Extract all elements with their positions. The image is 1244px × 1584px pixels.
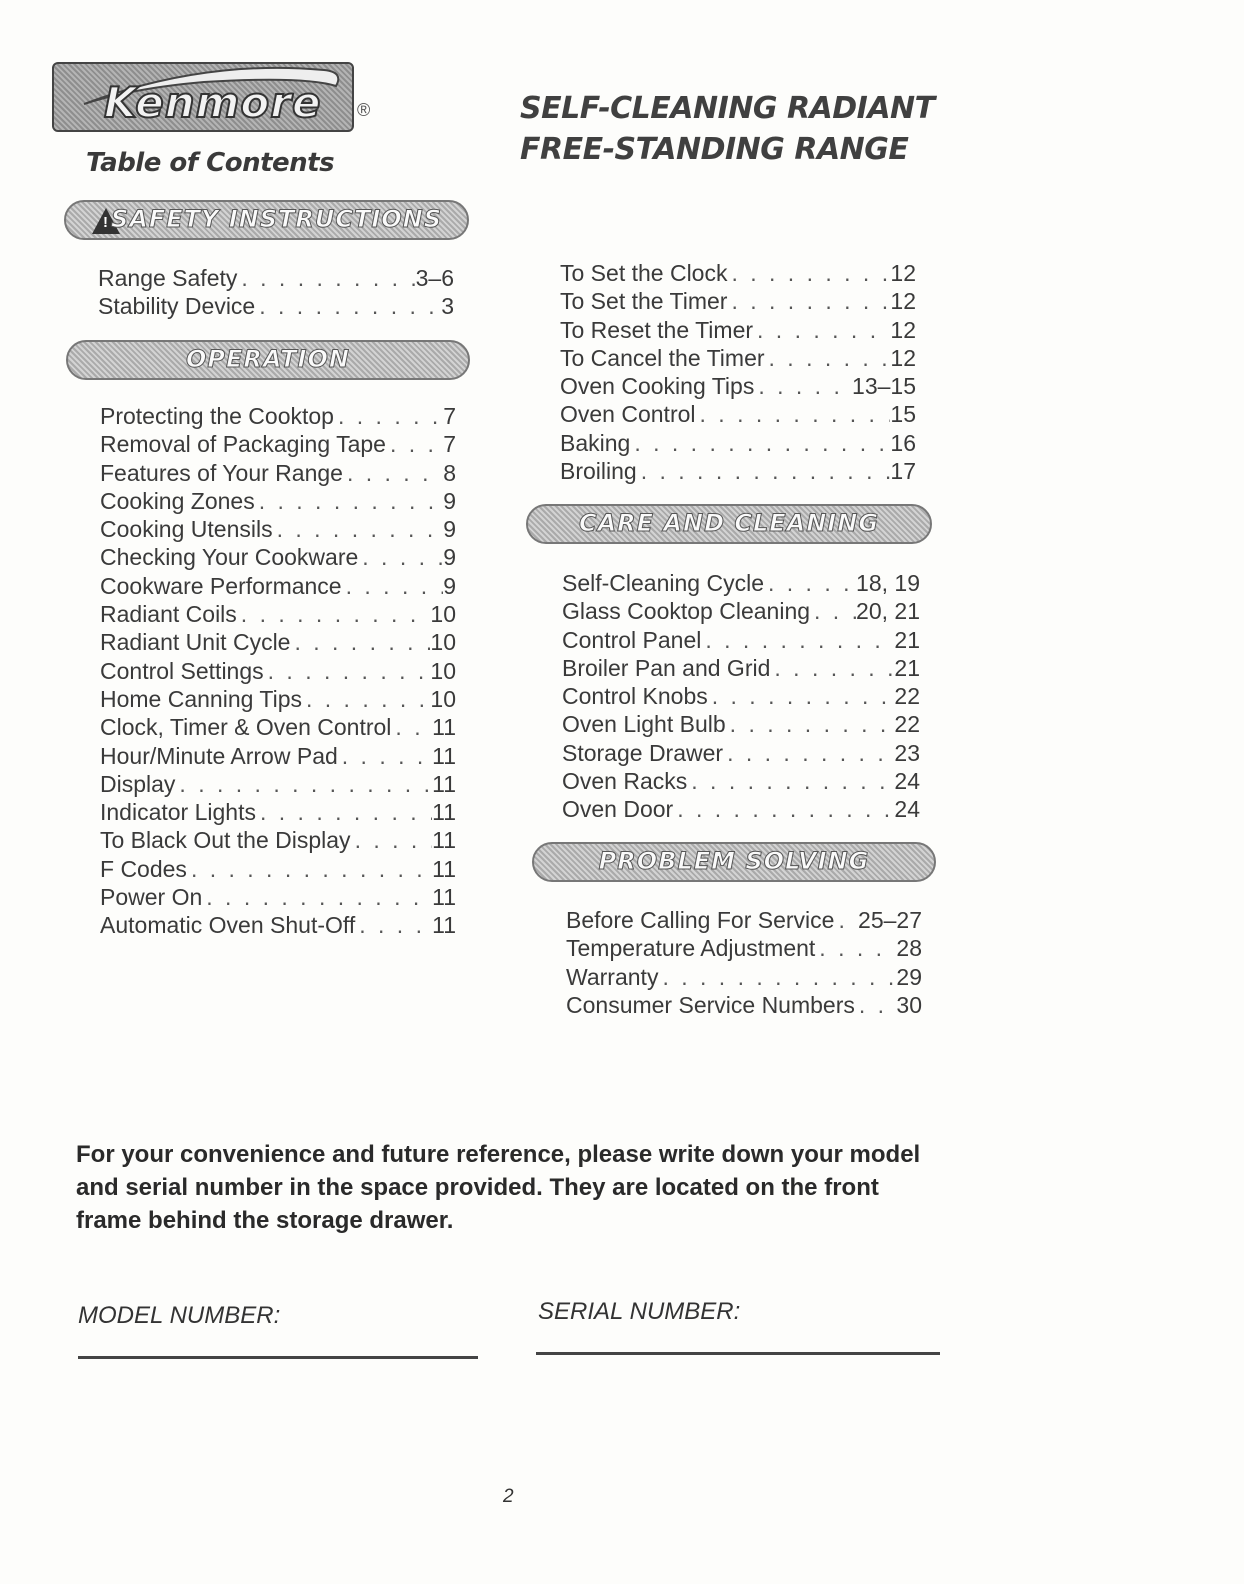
toc-leader-dots: [834, 906, 858, 934]
toc-entry-title: Oven Cooking Tips: [560, 373, 755, 400]
toc-entry-title: Before Calling For Service: [566, 907, 835, 933]
toc-entry: [562, 682, 920, 710]
toc-entry-page: 22: [894, 683, 920, 710]
toc-entry: [560, 429, 916, 457]
toc-entry-title: Oven Control: [560, 401, 696, 428]
toc-entry-title: Display: [100, 770, 176, 797]
toc-entry: [100, 459, 456, 487]
toc-leader-dots: [264, 657, 431, 685]
toc-entry-page: 21: [894, 654, 920, 681]
toc-leader-dots: [696, 400, 891, 428]
toc-entry-title: Control Knobs: [562, 683, 708, 710]
toc-entry-page: 11: [432, 742, 456, 769]
toc-entry-page: 9: [443, 516, 456, 543]
toc-leader-dots: [391, 713, 432, 741]
banner-care-and-cleaning: [526, 504, 932, 544]
toc-entry: [562, 739, 920, 767]
toc-entry: [562, 767, 920, 795]
model-number-label: MODEL NUMBER:: [78, 1302, 281, 1329]
toc-entry-page: 12: [890, 288, 916, 315]
toc-entry-page: 11: [432, 884, 456, 911]
toc-entry: [566, 963, 922, 991]
toc-entry: [100, 798, 456, 826]
toc-entry-page: 24: [894, 768, 920, 795]
page-title-line-2: FREE-STANDING RANGE: [520, 132, 909, 167]
toc-leader-dots: [723, 739, 894, 767]
toc-entry-title: Oven Door: [562, 796, 674, 823]
toc-entry-title: Storage Drawer: [562, 739, 724, 766]
toc-entry-page: 11: [432, 714, 456, 741]
toc-leader-dots: [358, 543, 443, 571]
toc-entry-title: Clock, Timer & Oven Control: [100, 714, 392, 741]
toc-entry: [560, 316, 916, 344]
warning-icon: !: [92, 208, 120, 234]
banner-label: SAFETY INSTRUCTIONS: [110, 205, 443, 233]
kenmore-logo: [52, 62, 354, 132]
toc-entry-title: Control Panel: [562, 626, 702, 653]
toc-entry-page: 3: [441, 293, 454, 320]
toc-leader-dots: [355, 911, 432, 939]
toc-entry-title: F Codes: [100, 855, 187, 882]
toc-entry: [100, 543, 456, 571]
toc-leader-dots: [351, 826, 433, 854]
toc-entry-title: Protecting the Cooktop: [100, 403, 334, 429]
toc-leader-dots: [256, 798, 432, 826]
toc-entry: [566, 934, 922, 962]
toc-leader-dots: [687, 767, 894, 795]
toc-entry: [100, 883, 456, 911]
toc-entry-title: Features of Your Range: [100, 459, 343, 486]
toc-entry-page: 28: [896, 935, 922, 962]
toc-entry-page: 8: [443, 459, 456, 486]
toc-entry-page: 9: [443, 487, 456, 514]
toc-leader-dots: [302, 685, 430, 713]
toc-entry-title: Indicator Lights: [100, 799, 256, 826]
toc-leader-dots: [187, 855, 432, 883]
toc-entry: [100, 657, 456, 685]
toc-leader-dots: [765, 344, 891, 372]
toc-entry-page: 9: [443, 544, 456, 571]
toc-entry-title: To Black Out the Display: [100, 827, 351, 854]
toc-entry-page: 10: [430, 685, 456, 712]
toc-entry: [100, 515, 456, 543]
toc-entry-title: Consumer Service Numbers: [566, 991, 855, 1018]
toc-entry: [560, 372, 916, 400]
page-title-line-1: SELF-CLEANING RADIANT: [520, 91, 935, 126]
toc-leader-dots: [764, 569, 856, 597]
toc-entry: [562, 597, 920, 625]
toc-entry-title: To Set the Clock: [560, 260, 728, 286]
toc-entry: [562, 626, 920, 654]
toc-entry-page: 12: [890, 344, 916, 371]
toc-entry: [562, 569, 920, 597]
toc-entry-title: Stability Device: [98, 293, 256, 320]
toc-entry-page: 9: [443, 572, 456, 599]
toc-entry: [560, 287, 916, 315]
toc-entry-title: Glass Cooktop Cleaning: [562, 598, 811, 625]
toc-leader-dots: [255, 487, 444, 515]
banner-safety-instructions: [64, 200, 469, 240]
toc-entry-title: Warranty: [566, 963, 659, 990]
toc-entry-title: Cooking Zones: [100, 487, 255, 514]
toc-entry-page: 29: [896, 963, 922, 990]
toc-entry-title: Removal of Packaging Tape: [100, 431, 386, 458]
toc-entry-title: Checking Your Cookware: [100, 544, 359, 571]
toc-entry-page: 30: [896, 991, 922, 1018]
toc-entry: [560, 259, 916, 287]
toc-entry: [562, 654, 920, 682]
toc-entry: [100, 628, 456, 656]
toc-entry-page: 22: [894, 711, 920, 738]
toc-leader-dots: [202, 883, 432, 911]
toc-entry: [562, 795, 920, 823]
toc-leader-dots: [255, 292, 441, 320]
toc-list-safety: [98, 264, 454, 321]
toc-entry-page: 11: [432, 770, 456, 797]
toc-leader-dots: [855, 991, 897, 1019]
toc-entry: [100, 911, 456, 939]
toc-list-care-and-cleaning: [562, 569, 920, 824]
toc-entry-title: Broiling: [560, 458, 637, 485]
toc-entry: [100, 572, 456, 600]
page-number: 2: [503, 1486, 514, 1507]
toc-leader-dots: [338, 742, 432, 770]
page-title: [520, 88, 980, 170]
toc-leader-dots: [754, 372, 852, 400]
toc-leader-dots: [658, 963, 896, 991]
toc-entry-page: 7: [443, 431, 456, 458]
toc-entry-page: 11: [432, 855, 456, 882]
toc-list-operation-continued: [560, 259, 916, 485]
toc-entry-title: Broiler Pan and Grid: [562, 654, 771, 681]
toc-leader-dots: [386, 430, 443, 458]
toc-entry: [100, 685, 456, 713]
toc-entry-page: 10: [430, 601, 456, 628]
toc-entry-page: 3–6: [415, 265, 454, 291]
toc-entry-title: Radiant Unit Cycle: [100, 629, 291, 656]
toc-leader-dots: [727, 259, 890, 287]
toc-entry-title: Self-Cleaning Cycle: [562, 570, 764, 596]
toc-entry: [560, 344, 916, 372]
toc-entry-page: 11: [432, 799, 456, 826]
toc-leader-dots: [701, 626, 894, 654]
toc-entry-page: 25–27: [858, 907, 922, 933]
toc-entry: [100, 855, 456, 883]
toc-entry: [100, 402, 456, 430]
toc-entry: [100, 487, 456, 515]
toc-entry: [100, 770, 456, 798]
toc-leader-dots: [770, 654, 894, 682]
model-number-line[interactable]: [78, 1356, 478, 1359]
serial-number-line[interactable]: [536, 1352, 940, 1355]
toc-entry-title: Cooking Utensils: [100, 516, 273, 543]
toc-list-operation: [100, 402, 456, 940]
toc-leader-dots: [726, 710, 895, 738]
toc-entry-title: Hour/Minute Arrow Pad: [100, 742, 338, 769]
toc-entry-title: Oven Racks: [562, 768, 688, 795]
toc-leader-dots: [815, 934, 896, 962]
toc-entry-page: 16: [890, 429, 916, 456]
toc-entry-page: 10: [430, 629, 456, 656]
toc-entry-page: 7: [443, 403, 456, 429]
toc-entry-title: Cookware Performance: [100, 572, 342, 599]
toc-entry-page: 20, 21: [856, 598, 920, 625]
toc-leader-dots: [630, 429, 890, 457]
toc-entry-title: To Cancel the Timer: [560, 344, 765, 371]
toc-list-problem-solving: [566, 906, 922, 1019]
toc-leader-dots: [637, 457, 891, 485]
toc-title: Table of Contents: [86, 148, 335, 178]
toc-entry-page: 17: [890, 458, 916, 485]
banner-operation: [66, 340, 470, 380]
toc-leader-dots: [237, 600, 431, 628]
toc-entry-page: 23: [894, 739, 920, 766]
toc-entry: [566, 906, 922, 934]
toc-leader-dots: [273, 515, 444, 543]
toc-entry-page: 21: [894, 626, 920, 653]
banner-problem-solving: [532, 842, 936, 882]
toc-entry-page: 24: [894, 796, 920, 823]
toc-leader-dots: [342, 572, 444, 600]
brand-name: Kenmore: [104, 78, 322, 127]
toc-leader-dots: [673, 795, 894, 823]
toc-entry-page: 12: [890, 260, 916, 286]
serial-number-label: SERIAL NUMBER:: [538, 1298, 741, 1325]
toc-entry: [100, 430, 456, 458]
toc-entry-page: 11: [432, 827, 456, 854]
toc-entry-page: 15: [890, 401, 916, 428]
toc-leader-dots: [343, 459, 443, 487]
toc-entry: [100, 826, 456, 854]
toc-entry-title: Baking: [560, 429, 631, 456]
banner-label: OPERATION: [186, 345, 350, 373]
toc-entry-title: Home Canning Tips: [100, 685, 302, 712]
toc-leader-dots: [237, 264, 415, 292]
toc-entry: [100, 713, 456, 741]
toc-entry: [100, 600, 456, 628]
toc-entry: [560, 457, 916, 485]
toc-leader-dots: [175, 770, 432, 798]
toc-entry-page: 11: [432, 912, 456, 939]
toc-entry: [98, 264, 454, 292]
toc-leader-dots: [708, 682, 895, 710]
toc-entry-title: To Set the Timer: [560, 288, 728, 315]
toc-entry-page: 12: [890, 316, 916, 343]
toc-entry-title: Automatic Oven Shut-Off: [100, 912, 356, 939]
registered-mark: ®: [357, 100, 371, 120]
toc-entry: [100, 742, 456, 770]
toc-entry: [566, 991, 922, 1019]
reference-note: For your convenience and future reference, please write down your model and serial number in the space provided. They are located on the front frame behind the storage drawer.: [76, 1141, 921, 1234]
toc-leader-dots: [727, 287, 890, 315]
toc-entry-page: 13–15: [852, 373, 916, 400]
toc-entry: [98, 292, 454, 320]
toc-leader-dots: [290, 628, 430, 656]
banner-label: PROBLEM SOLVING: [598, 847, 870, 875]
toc-entry-page: 18, 19: [856, 570, 920, 596]
toc-entry-page: 10: [430, 657, 456, 684]
toc-entry: [562, 710, 920, 738]
toc-leader-dots: [810, 597, 856, 625]
toc-entry-title: Control Settings: [100, 657, 264, 684]
toc-entry-title: Range Safety: [98, 265, 238, 291]
toc-entry: [560, 400, 916, 428]
toc-leader-dots: [753, 316, 890, 344]
toc-entry-title: Power On: [100, 884, 203, 911]
toc-entry-title: To Reset the Timer: [560, 316, 754, 343]
toc-entry-title: Oven Light Bulb: [562, 711, 726, 738]
toc-entry-title: Temperature Adjustment: [566, 935, 816, 962]
toc-leader-dots: [334, 402, 443, 430]
banner-label: CARE AND CLEANING: [578, 509, 880, 537]
toc-entry-title: Radiant Coils: [100, 601, 237, 628]
